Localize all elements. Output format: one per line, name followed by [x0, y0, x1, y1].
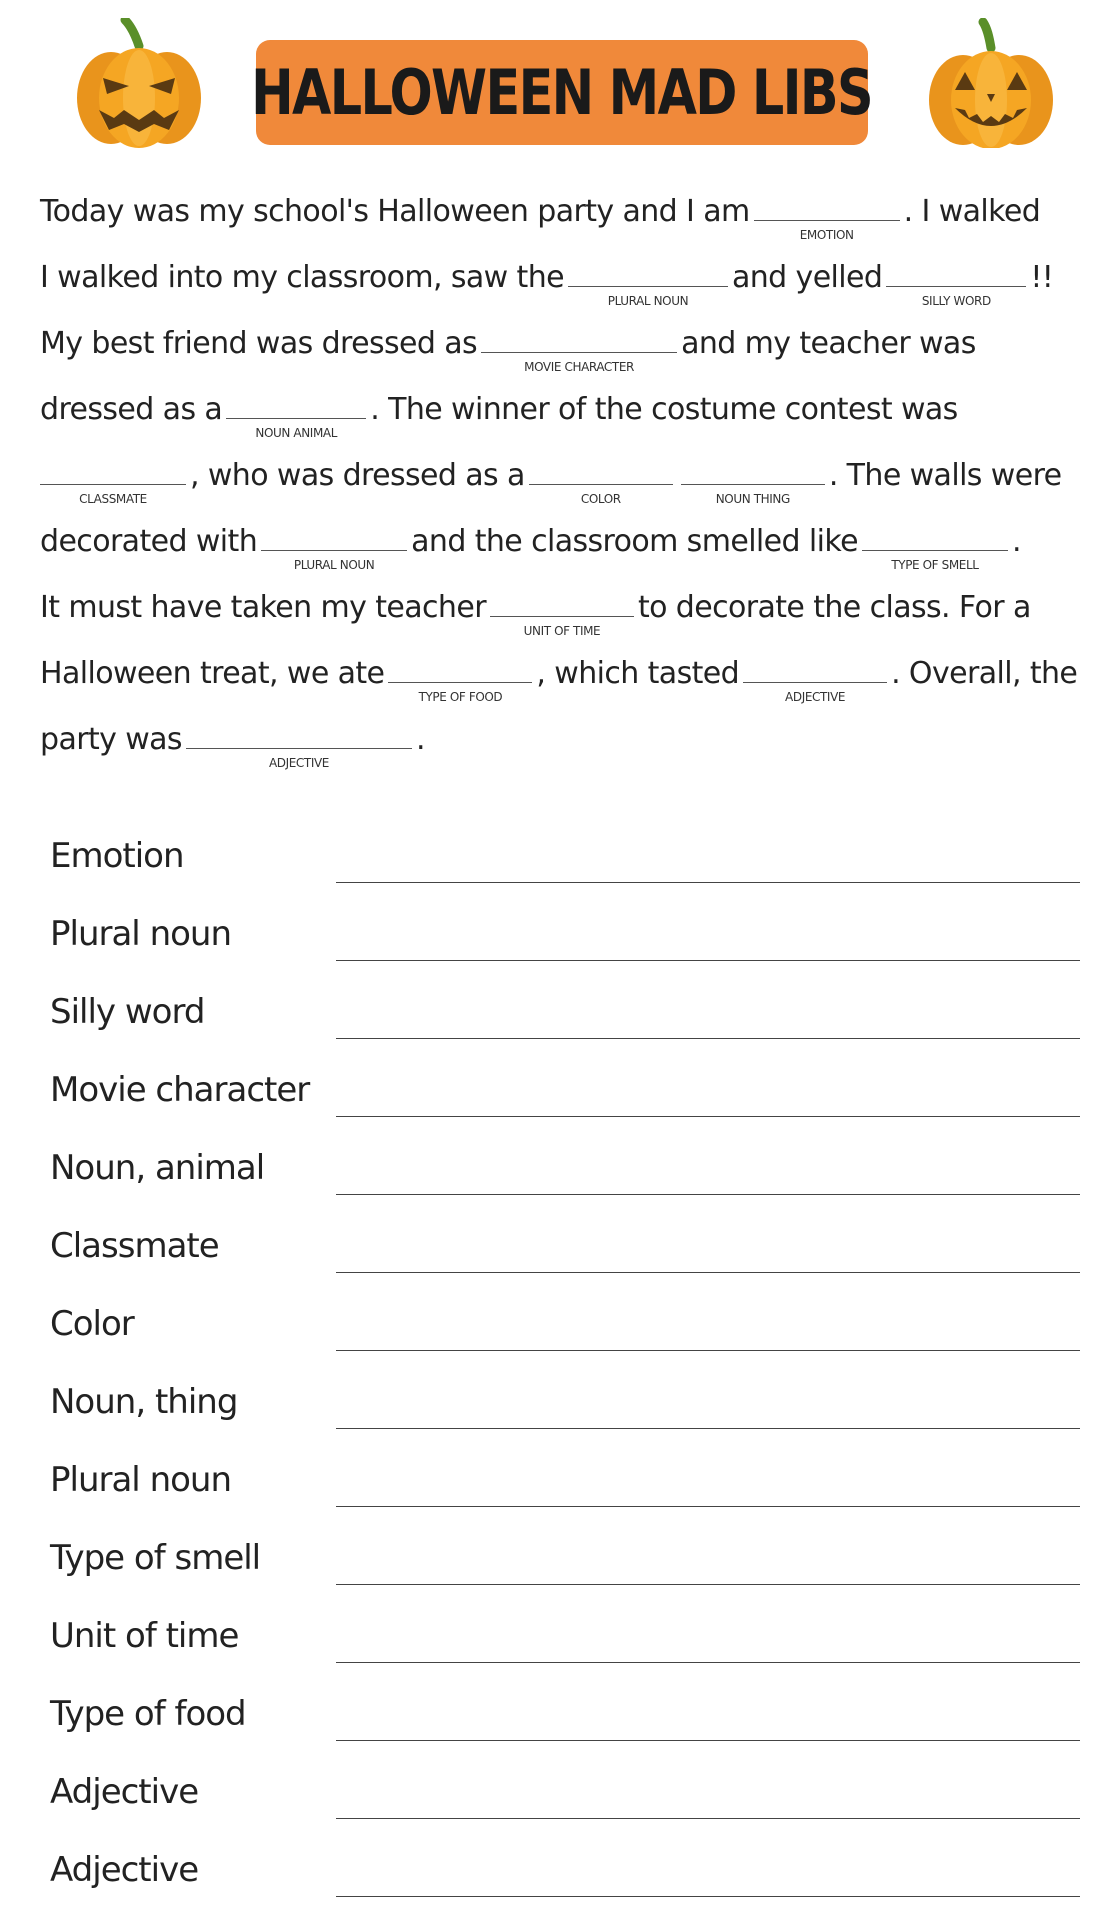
blank-label: PLURAL NOUN [293, 558, 375, 572]
story-text-segment: Halloween treat, we ate [40, 656, 385, 691]
story-text-segment: to decorate the class. For a [637, 590, 1031, 625]
story-text-segment: , who was dressed as a [190, 458, 525, 493]
answer-line[interactable] [336, 1272, 1080, 1273]
answer-line[interactable] [336, 1116, 1080, 1117]
story-blank[interactable] [862, 516, 1008, 572]
story-text-segment: . [415, 722, 425, 757]
blank-label: COLOR [580, 492, 621, 506]
word-type-label: Classmate [50, 1226, 219, 1266]
word-type-label: Adjective [50, 1772, 199, 1812]
story-text-segment: and yelled [731, 260, 883, 295]
word-list-row [50, 1678, 1080, 1756]
word-list-row [50, 820, 1080, 898]
story-text-segment: . The walls were [828, 458, 1062, 493]
word-list-row [50, 1834, 1080, 1912]
story-text-segment: . I walked [903, 194, 1041, 229]
word-type-label: Silly word [50, 992, 205, 1032]
blank-label: ADJECTIVE [268, 756, 329, 770]
story-line [40, 318, 1090, 384]
answer-line[interactable] [336, 1818, 1080, 1819]
word-list-row [50, 1054, 1080, 1132]
blank-label: ADJECTIVE [785, 690, 846, 704]
story-blank[interactable] [388, 648, 532, 704]
story-blank[interactable] [490, 582, 634, 638]
story-text-segment: I walked into my classroom, saw the [40, 260, 564, 295]
word-list-row [50, 1444, 1080, 1522]
word-type-label: Adjective [50, 1850, 199, 1890]
story-text-segment: , which tasted [536, 656, 740, 691]
answer-line[interactable] [336, 1584, 1080, 1585]
word-list-row [50, 1522, 1080, 1600]
story-blank[interactable] [481, 318, 677, 374]
story-line [40, 252, 1090, 318]
blank-label: TYPE OF SMELL [891, 558, 979, 572]
answer-line[interactable] [336, 1038, 1080, 1039]
word-list-row [50, 1600, 1080, 1678]
story-blank[interactable] [261, 516, 407, 572]
word-list-row [50, 1756, 1080, 1834]
answer-line[interactable] [336, 1428, 1080, 1429]
story-line [40, 648, 1090, 714]
word-type-label: Type of smell [50, 1538, 261, 1578]
story-blank[interactable] [226, 384, 366, 440]
story-line [40, 186, 1090, 252]
story-text-segment: . [1011, 524, 1021, 559]
story-text [40, 186, 1090, 780]
blank-label: TYPE OF FOOD [418, 690, 503, 704]
blank-label: SILLY WORD [921, 294, 991, 308]
word-type-label: Emotion [50, 836, 184, 876]
blank-label: EMOTION [799, 228, 854, 242]
story-blank[interactable] [40, 450, 186, 506]
blank-label: PLURAL NOUN [607, 294, 689, 308]
story-blank[interactable] [529, 450, 673, 506]
title-banner [251, 40, 873, 145]
answer-line[interactable] [336, 1350, 1080, 1351]
answer-line[interactable] [336, 1194, 1080, 1195]
story-blank[interactable] [754, 186, 900, 242]
story-line [40, 516, 1090, 582]
story-text-segment: decorated with [40, 524, 258, 559]
word-list-row [50, 1366, 1080, 1444]
word-list-row [50, 1210, 1080, 1288]
story-text-segment: Today was my school's Halloween party and I am [40, 194, 750, 229]
story-text-segment: . The winner of the costume contest was [370, 392, 958, 427]
story-line [40, 450, 1090, 516]
angry-pumpkin-icon [68, 18, 210, 148]
smiling-pumpkin-icon [920, 18, 1062, 148]
answer-line[interactable] [336, 1506, 1080, 1507]
story-text-segment: and my teacher was [681, 326, 976, 361]
story-line [40, 384, 1090, 450]
word-type-label: Unit of time [50, 1616, 239, 1656]
story-text-segment: party was [40, 722, 182, 757]
blank-label: NOUN ANIMAL [255, 426, 337, 440]
word-type-label: Plural noun [50, 914, 232, 954]
word-type-label: Noun, animal [50, 1148, 265, 1188]
answer-line[interactable] [336, 882, 1080, 883]
word-type-label: Noun, thing [50, 1382, 238, 1422]
story-blank[interactable] [186, 714, 412, 770]
blank-label: CLASSMATE [79, 492, 147, 506]
word-list-row [50, 1132, 1080, 1210]
word-list-row [50, 1288, 1080, 1366]
story-line [40, 582, 1090, 648]
story-blank[interactable] [743, 648, 887, 704]
story-text-segment: and the classroom smelled like [411, 524, 858, 559]
story-blank[interactable] [568, 252, 728, 308]
story-blank[interactable] [681, 450, 825, 506]
story-text-segment: My best friend was dressed as [40, 326, 478, 361]
story-text-segment: . Overall, the [891, 656, 1078, 691]
story-text-segment: It must have taken my teacher [40, 590, 486, 625]
word-list-row [50, 976, 1080, 1054]
blank-label: MOVIE CHARACTER [524, 360, 634, 374]
story-line [40, 714, 1090, 780]
word-type-label: Plural noun [50, 1460, 232, 1500]
story-text-segment: !! [1030, 260, 1054, 295]
word-type-label: Type of food [50, 1694, 246, 1734]
story-text-segment: dressed as a [40, 392, 223, 427]
word-type-label: Movie character [50, 1070, 310, 1110]
answer-line[interactable] [336, 1896, 1080, 1897]
story-blank[interactable] [886, 252, 1026, 308]
word-list-row [50, 898, 1080, 976]
word-list [50, 820, 1080, 1912]
word-type-label: Color [50, 1304, 134, 1344]
answer-line[interactable] [336, 1740, 1080, 1741]
page-title: HALLOWEEN MAD LIBS [251, 56, 873, 129]
blank-label: NOUN THING [715, 492, 790, 506]
answer-line[interactable] [336, 960, 1080, 961]
answer-line[interactable] [336, 1662, 1080, 1663]
blank-label: UNIT OF TIME [523, 624, 601, 638]
